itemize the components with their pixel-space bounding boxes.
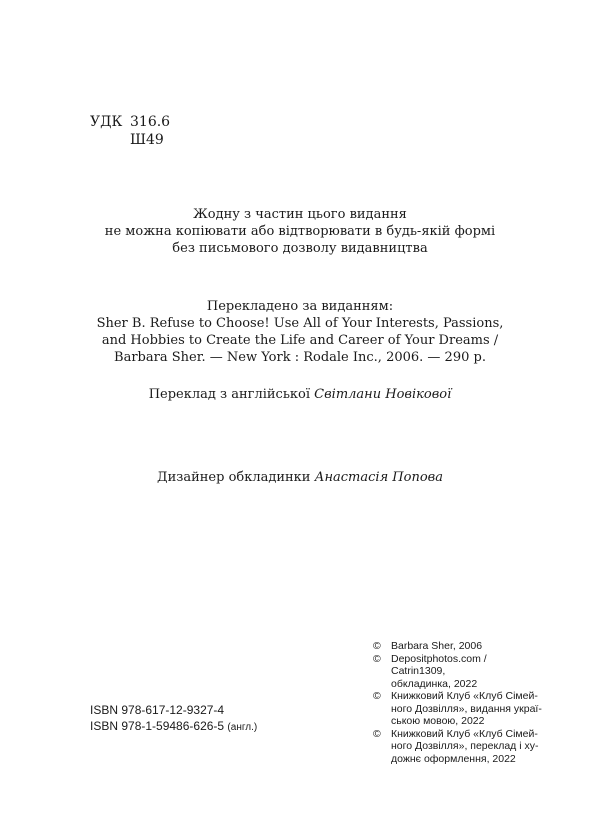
copyright-item [373, 690, 543, 728]
udk-block [90, 113, 170, 149]
translator-credit [0, 386, 600, 403]
notice-line: не можна копіювати або відтворювати в будь-якій формі [104, 224, 496, 239]
isbn-number: ISBN 978-1-59486-626-5 [90, 719, 228, 733]
translator-name: Світлани Новікової [314, 387, 452, 402]
copyright-list [373, 640, 543, 765]
source-line: Barbara Sher. — New York : Rodale Inc., 2006. — 290 p. [114, 350, 486, 365]
copyright-symbol: © [373, 652, 381, 665]
author-code: Ш49 [130, 132, 164, 148]
copyright-line: Книжковий Клуб «Клуб Сімей- [391, 727, 538, 740]
copyright-line: ного Дозвілля», видання украї- [391, 702, 542, 715]
isbn-block [90, 703, 257, 735]
designer-name: Анастасія Попова [314, 470, 443, 485]
copyright-line: ного Дозвілля», переклад і ху- [391, 740, 539, 752]
source-line: Sher B. Refuse to Choose! Use All of Your Interests, Passions, [96, 316, 504, 331]
isbn-line [90, 719, 257, 735]
copyright-line: Книжковий Клуб «Клуб Сімей- [391, 690, 538, 702]
copyright-line: Depositphotos.com / Catrin1309, [391, 652, 487, 677]
udk-value: 316.6 [130, 114, 171, 130]
copyright-line: дожнє оформлення, 2022 [391, 752, 516, 765]
isbn-line [90, 703, 257, 719]
notice-line: без письмового дозволу видавництва [172, 241, 428, 256]
copyright-item [373, 653, 543, 691]
copyright-line: ською мовою, 2022 [391, 715, 485, 727]
udk-row [90, 113, 170, 131]
source-line: and Hobbies to Create the Life and Career of Your Dreams / [101, 333, 499, 348]
copyright-item [373, 640, 543, 653]
copyright-symbol: © [373, 690, 381, 702]
copyright-item [373, 728, 543, 766]
designer-credit [0, 469, 600, 486]
original-edition [0, 298, 600, 366]
notice-line: Жодну з частин цього видання [193, 207, 407, 222]
copyright-notice [0, 206, 600, 257]
translator-prefix: Переклад з англійської [148, 387, 315, 402]
source-line: Перекладено за виданням: [206, 299, 394, 314]
copyright-line: обкладинка, 2022 [391, 677, 478, 690]
designer-prefix: Дизайнер обкладинки [157, 470, 315, 485]
copyright-symbol: © [373, 727, 381, 740]
copyright-line: Barbara Sher, 2006 [391, 640, 483, 652]
copyright-symbol: © [373, 640, 381, 652]
isbn-note: (англ.) [227, 722, 258, 733]
isbn-number: ISBN 978-617-12-9327-4 [90, 703, 225, 717]
udk-label: УДК [90, 114, 123, 130]
